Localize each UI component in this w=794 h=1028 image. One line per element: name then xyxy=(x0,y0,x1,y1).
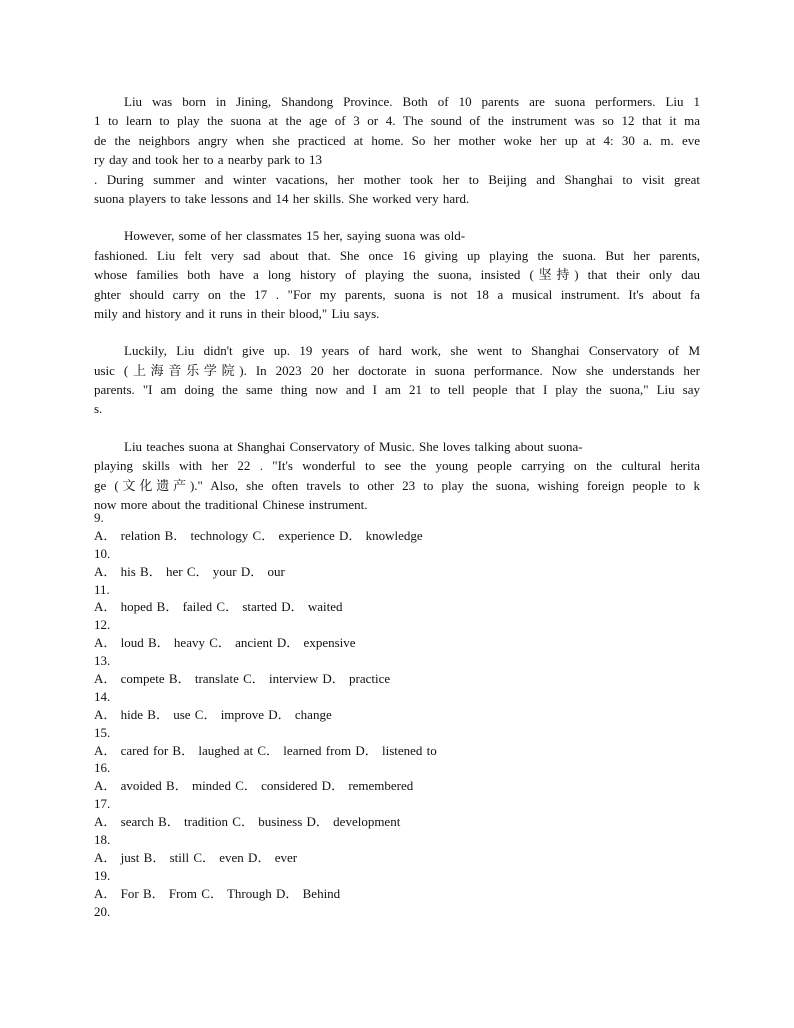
question-item xyxy=(94,831,700,867)
question-number: 17. xyxy=(94,796,111,812)
passage-line: whose families both have a long history of playing the suona, insisted (坚持) that their only dau xyxy=(94,267,700,283)
question-options: A． compete B． translate C． interview D． practice xyxy=(94,671,391,687)
passage-line: mily and history and it runs in their blood," Liu says. xyxy=(94,305,380,321)
cloze-passage xyxy=(94,92,700,532)
passage-line: Luckily, Liu didn't give up. 19 years of hard work, she went to Shanghai Conservatory of M xyxy=(124,343,700,359)
passage-line: now more about the traditional Chinese instrument. xyxy=(94,497,368,513)
question-item xyxy=(94,652,700,688)
passage-paragraph-4 xyxy=(94,437,700,515)
question-item xyxy=(94,903,700,921)
question-number: 11. xyxy=(94,581,110,597)
question-options: A． loud B． heavy C． ancient D． expensive xyxy=(94,635,356,651)
passage-line: Liu teaches suona at Shanghai Conservatory of Music. She loves talking about suona- xyxy=(124,438,583,454)
passage-line: ge (文化遗产)." Also, she often travels to other 23 to play the suona, wishing foreign people to k xyxy=(94,477,700,493)
passage-line: ghter should carry on the 17 . "For my parents, suona is not 18 a musical instrument. It's about fa xyxy=(94,286,700,302)
passage-line: parents. "I am doing the same thing now and I am 21 to tell people that I play the suona," Liu say xyxy=(94,382,700,398)
question-item xyxy=(94,724,700,760)
question-item xyxy=(94,616,700,652)
question-item xyxy=(94,759,700,795)
passage-line: However, some of her classmates 15 her, saying suona was old- xyxy=(124,228,466,244)
question-item xyxy=(94,509,700,545)
passage-paragraph-1 xyxy=(94,92,700,208)
question-number: 20. xyxy=(94,903,111,919)
question-number: 14. xyxy=(94,688,111,704)
question-number: 10. xyxy=(94,545,111,561)
question-item xyxy=(94,581,700,617)
question-number: 16. xyxy=(94,760,111,776)
passage-line: usic (上海音乐学院). In 2023 20 her doctorate in suona performance. Now she understands her xyxy=(94,362,700,378)
question-list xyxy=(94,509,700,920)
question-options: A． search B． tradition C． business D． development xyxy=(94,814,401,830)
passage-line: ry day and took her to a nearby park to 13 xyxy=(94,152,323,168)
question-number: 13. xyxy=(94,653,111,669)
passage-line: Liu was born in Jining, Shandong Province. Both of 10 parents are suona performers. Liu 1 xyxy=(124,94,700,109)
passage-line: suona players to take lessons and 14 her skills. She worked very hard. xyxy=(94,190,470,206)
passage-line: 1 to learn to play the suona at the age of 3 or 4. The sound of the instrument was so 12 that it ma xyxy=(94,113,700,129)
question-options: A． relation B． technology C． experience D． knowledge xyxy=(94,527,423,543)
question-number: 9. xyxy=(94,510,104,525)
question-number: 18. xyxy=(94,832,111,848)
question-item xyxy=(94,688,700,724)
question-options: A． avoided B． minded C． considered D． remembered xyxy=(94,778,414,794)
passage-line: playing skills with her 22 . "It's wonderful to see the young people carrying on the cultural herita xyxy=(94,458,700,474)
question-options: A． For B． From C． Through D． Behind xyxy=(94,885,341,901)
passage-paragraph-3 xyxy=(94,341,700,419)
question-options: A． hoped B． failed C． started D． waited xyxy=(94,599,343,615)
passage-line: . During summer and winter vacations, her mother took her to Beijing and Shanghai to visit great xyxy=(94,171,700,187)
question-item xyxy=(94,795,700,831)
passage-line: s. xyxy=(94,401,103,417)
question-number: 19. xyxy=(94,867,111,883)
question-options: A． hide B． use C． improve D． change xyxy=(94,706,332,722)
passage-line: fashioned. Liu felt very sad about that. She once 16 giving up playing the suona. But her parents, xyxy=(94,247,700,263)
question-number: 12. xyxy=(94,617,111,633)
question-number: 15. xyxy=(94,724,111,740)
question-item xyxy=(94,545,700,581)
question-options: A． his B． her C． your D． our xyxy=(94,563,285,579)
question-item xyxy=(94,867,700,903)
passage-paragraph-2 xyxy=(94,226,700,323)
question-options: A． cared for B． laughed at C． learned from D． listened to xyxy=(94,742,437,758)
question-options: A． just B． still C． even D． ever xyxy=(94,849,298,865)
passage-line: de the neighbors angry when she practiced at home. So her mother woke her up at 4: 30 a. m. eve xyxy=(94,132,700,148)
